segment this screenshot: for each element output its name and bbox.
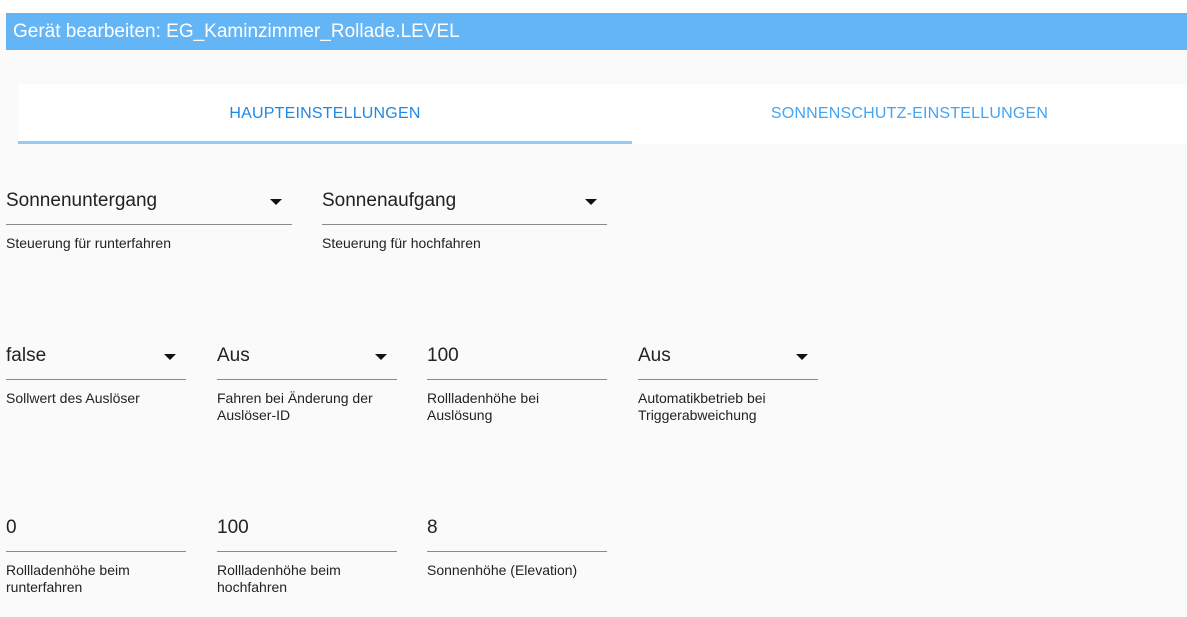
- auto-mode-select[interactable]: [638, 339, 818, 424]
- up-control-label: Steuerung für hochfahren: [322, 235, 481, 251]
- down-control-dropdown[interactable]: [6, 184, 292, 225]
- down-height-field[interactable]: [6, 511, 186, 552]
- trigger-setpoint-value: false: [6, 345, 47, 366]
- down-height-label: Rollladenhöhe beim runterfahren: [6, 562, 130, 595]
- trigger-height-label: Rollladenhöhe bei Auslösung: [427, 390, 540, 423]
- down-control-select[interactable]: [6, 184, 292, 252]
- chevron-down-icon: [375, 354, 387, 360]
- dialog-title: Gerät bearbeiten: EG_Kaminzimmer_Rollade.LEVEL: [6, 13, 1187, 50]
- down-control-value: Sonnenuntergang: [6, 190, 158, 211]
- trigger-height-field[interactable]: [427, 339, 607, 380]
- drive-on-change-dropdown[interactable]: [217, 339, 397, 380]
- drive-on-change-select[interactable]: [217, 339, 397, 424]
- chevron-down-icon: [270, 199, 282, 205]
- drive-on-change-value: Aus: [217, 345, 250, 366]
- down-height-input[interactable]: [6, 511, 186, 596]
- elevation-label: Sonnenhöhe (Elevation): [427, 562, 578, 578]
- tab-sunprotection-settings[interactable]: SONNENSCHUTZ-EINSTELLUNGEN: [770, 105, 1049, 122]
- elevation-input[interactable]: [427, 511, 607, 579]
- trigger-height-input[interactable]: [427, 339, 607, 424]
- trigger-setpoint-dropdown[interactable]: [6, 339, 186, 380]
- active-tab-indicator: [18, 141, 632, 144]
- chevron-down-icon: [164, 354, 176, 360]
- up-control-value: Sonnenaufgang: [322, 190, 457, 211]
- down-control-label: Steuerung für runterfahren: [6, 235, 171, 251]
- tab-main-settings[interactable]: HAUPTEINSTELLUNGEN: [229, 105, 421, 122]
- settings-tabs: [18, 84, 1187, 144]
- auto-mode-label: Automatikbetrieb bei Triggerabweichung: [638, 390, 766, 423]
- top-strip: [0, 0, 1187, 13]
- trigger-setpoint-select[interactable]: [6, 339, 186, 407]
- up-height-label: Rollladenhöhe beim hochfahren: [217, 562, 341, 595]
- trigger-setpoint-label: Sollwert des Auslöser: [6, 390, 140, 406]
- drive-on-change-label: Fahren bei Änderung der Auslöser-ID: [217, 390, 373, 423]
- chevron-down-icon: [796, 354, 808, 360]
- trigger-height-value: 100: [427, 345, 459, 366]
- up-height-field[interactable]: [217, 511, 397, 552]
- elevation-field[interactable]: [427, 511, 607, 552]
- up-height-value: 100: [217, 517, 249, 538]
- chevron-down-icon: [585, 199, 597, 205]
- auto-mode-dropdown[interactable]: [638, 339, 818, 380]
- up-height-input[interactable]: [217, 511, 397, 596]
- up-control-dropdown[interactable]: [322, 184, 607, 225]
- down-height-value: 0: [6, 517, 17, 538]
- elevation-value: 8: [427, 517, 438, 538]
- up-control-select[interactable]: [322, 184, 607, 252]
- auto-mode-value: Aus: [638, 345, 671, 366]
